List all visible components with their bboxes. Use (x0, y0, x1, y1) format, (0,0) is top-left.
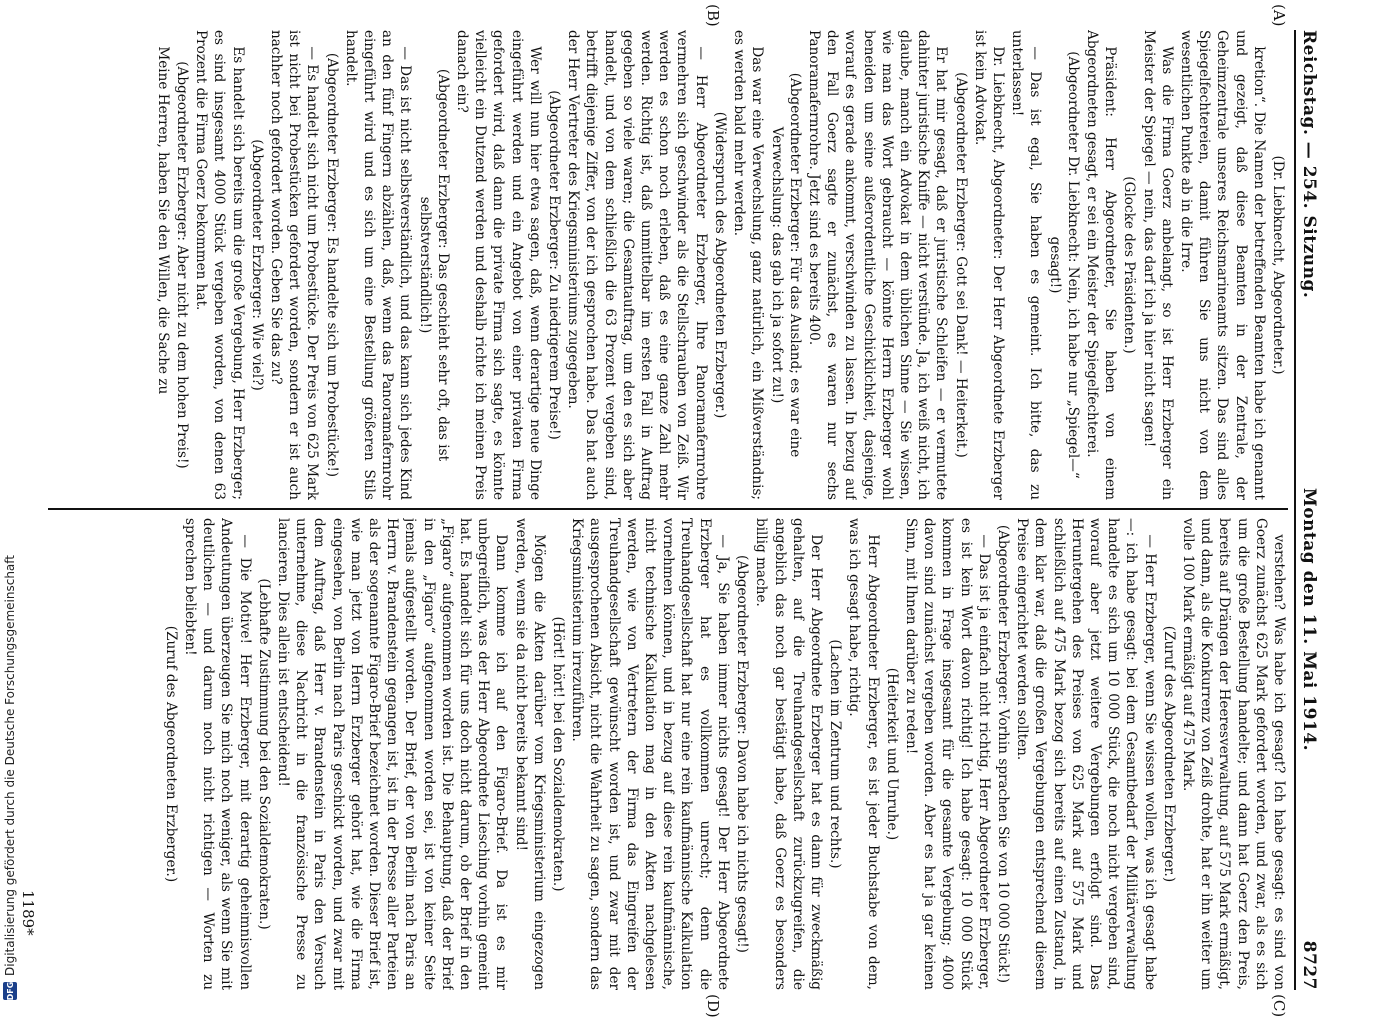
dfg-logo: DFG (3, 982, 17, 1000)
paragraph: kretion“. Die Namen der betreffenden Beamten habe ich genannt und gezeigt, daß diese Beamten in der Zentrale, der Geheimzentrale unseres Reichsmarineamts sitzen. Das sind alles Spiegelfechtereien, damit führen Sie uns nicht von dem wesentlichen Punkte ab in die Irre. (1177, 30, 1267, 500)
stage-direction: (Abgeordneter Erzberger: Davon habe ich nichts gesagt!) (734, 555, 751, 953)
paragraph: Wer will nun hier etwa sagen, daß, wenn derartige neue Dinge eingeführt werden und ein Angebot von einer privaten Firma gefordert wird, daß dann die private Firma sich sagte, es könnte vielleicht ein Dutzend werden und deshalb richte ich meinen Preis danach ein? (454, 30, 543, 500)
paragraph: — Herr Abgeordneter Erzberger, Ihre Panoramafernrohre vermehren sich geschwinder als die Stellschrauben von Zeiß. Wir werden es schon noch erleben, daß es eine ganze Zahl mehr werden. Richtig ist, daß unmittelbar im ersten Fall in Auftrag gegeben so viele waren; die Gesamtauftrag, um den es sich aber handelt, und von dem schließlich die 63 Prozent vergeben sind, betrifft diejenige Ziffer, von der ich gesprochen habe. Das hat auch der Herr Vertreter des Kriegsministeriums zugegeben. (565, 30, 709, 500)
paragraph: — Das ist nicht selbstverständlich, und das kann sich jedes Kind an den fünf Fingern abzählen, daß, wenn das Panoramafernrohr eingeführt wird und es sich um eine Bestellung größeren Stils handelt. (342, 30, 414, 500)
stage-direction: (Abgeordneter Erzberger: Zu niedrigerem Preise!) (546, 90, 563, 440)
paragraph: Meine Herren, haben Sie den Willen, die Sache zu (154, 46, 171, 395)
paragraph: — Die Motive! Herr Erzberger, mit derartig geheimnisvollen Andeutungen überzeugen Sie mich noch weniger, als wenn Sie mit deutlichen — und darum noch nicht richtigen — Worten zu sprechen beliebten! (182, 518, 253, 990)
stage-direction: (Abgeordneter Erzberger: Gott sei Dank! — Heiterkeit.) (952, 72, 969, 458)
stage-direction: (Glocke des Präsidenten.) (1121, 176, 1138, 354)
paragraph: Der Herr Abgeordnete Erzberger hat es dann für zweckmäßig gehalten, auf die Treuhandgesellschaft zurückzugreifen, die angeblich das noch gar bestätigt habe, daß Goerz es besonders billig mache. (753, 518, 824, 990)
header-date: Montag den 11. Mai 1914. (1299, 487, 1319, 752)
paragraph: — Es handelt sich nicht um Probestücke. Der Preis von 625 Mark ist nicht bei Probestücken gefordert worden, sondern er ist auch nachher noch gefordert worden. Geben Sie das zu? (268, 30, 321, 500)
paragraph: Was die Firma Goerz anbelangt, so ist Herr Erzberger ein Meister der Spiegel — nein, das darf ich ja hier nicht sagen! (1140, 30, 1175, 500)
stage-direction: (Zuruf des Abgeordneten Erzberger.) (1160, 625, 1177, 883)
paragraph: Präsident: Herr Abgeordneter, Sie haben von einem Abgeordneten gesagt, er sei ein Meister der Spiegelfechterei. (1083, 30, 1119, 500)
paragraph: — Das ist egal, Sie haben es gemeint. Ich bitte, das zu unterlassen! (1009, 30, 1044, 500)
paragraph: — Ja, Sie haben immer nichts gesagt! Der Herr Abgeordnete Erzberger hat es vollkommen unrecht; denn die Treuhandgesellschaft hat nur eine rein kaufmännische Kalkulation vornehmen können, und in bezug auf diese rein kaufmännische, nicht technische Kalkulation mag in den Akten nachgelesen werden, wie von Vertretern der Firma das Eingreifen der Treuhandgesellschaft gewünscht worden ist, und zwar mit der ausgesprochenen Absicht, nicht die Wahrheit zu sagen, sondern das Kriegsministerium irrezuführen. (569, 518, 731, 990)
page-header (1294, 30, 1322, 990)
stage-direction: (Zuruf des Abgeordneten Erzberger.) (162, 625, 179, 883)
paragraph: Mögen die Akten darüber vom Kriegsministerium eingezogen werden, wenn sie da nicht bereits bekannt sind! (512, 518, 547, 990)
margin-mark-a: (A) (1270, 4, 1288, 27)
paragraph: Dr. Liebknecht, Abgeordneter: Der Herr Abgeordnete Erzberger ist kein Advokat. (971, 30, 1006, 500)
header-left: Reichstag. — 254. Sitzung. (1299, 30, 1319, 299)
stage-direction: (Dr. Liebknecht, Abgeordneter.) (1270, 155, 1286, 375)
stage-direction: (Hört! hört! bei den Sozialdemokraten.) (550, 616, 567, 892)
bottom-page-number: 1189* (19, 890, 37, 936)
stage-direction: (Lebhafte Zustimmung bei den Sozialdemokraten.) (255, 578, 272, 930)
margin-mark-b: (B) (704, 4, 722, 27)
stage-direction: (Widerspruch des Abgeordneten Erzberger.) (711, 111, 728, 419)
left-column (38, 30, 1288, 500)
paragraph: Dann komme ich auf den Figaro-Brief. Da ist es mir unbegreiflich, was der Herr Abgeordnete Liesching vorhin gemeint hat. Es handelt sich für uns doch nicht darum, ob der Brief in den „Figaro“ aufgenommen worden ist. Die Behauptung, daß der Brief in den „Figaro“ aufgenommen worden sei, ist von keiner Seite jemals aufgestellt worden. Der Brief, der von Berlin nach Paris an Herrn v. Brandenstein gegangen ist, ist in der Presse aller Parteien als der sogenannte Figaro-Brief bezeichnet worden. Dieser Brief ist, wie man jetzt von Herrn Erzberger gehört hat, wie die Firma eingesehen, von Berlin nach Paris geschickt worden, und zwar mit dem Auftrag, daß Herr v. Brandenstein in Paris den Versuch unternehme, diese Nachricht in die französische Presse zu lancieren. Dies allein ist entscheidend! (275, 518, 510, 990)
column-divider (48, 508, 1288, 510)
paragraph: Das war eine Verwechslung, ganz natürlich, ein Mißverständnis; es werden bald mehr werden. (731, 30, 766, 500)
stage-direction: (Abgeordneter Erzberger: Wie viel?) (248, 139, 265, 391)
digitization-text: Digitalisierung gefördert durch die Deutsche Forschungsgemeinschaft (3, 554, 17, 976)
stage-direction: (Abgeordneter Erzberger: Aber nicht zu dem hohen Preis!) (174, 61, 191, 469)
paragraph: — Herr Erzberger, wenn Sie wissen wollen, was ich gesagt habe —: ich habe gesagt: bei dem Gesamtbedarf der Militärverwaltung handelte es sich um 10 000 Stück, die noch nicht vergeben sind, worauf aber jetzt weitere Vergebungen erfolgt sind. Das Heruntergehen des Preises von 625 Mark auf 575 Mark und schließlich auf 475 Mark bezog sich bereits auf einen Zustand, in dem klar war, daß die großen Vergebungen entsprechend diesem Preise eingerichtet werden sollten. (1014, 518, 1158, 990)
paragraph: — Das ist ja einfach nicht richtig, Herr Abgeordneter Erzberger, es ist kein Wort davon richtig! Ich habe gesagt: 10 000 Stück kommen in Frage insgesamt für die gesamte Vergebung; 4000 davon sind zunächst vergeben worden. Aber es hat ja gar keinen Sinn, mit Ihnen darüber zu reden! (902, 518, 992, 990)
paragraph: verstehen? Was habe ich gesagt? Ich habe gesagt: es sind von Goerz zunächst 625 Mark gefordert worden, und zwar, als es sich um die große Bestellung handelte; und dann hat Goerz den Preis, bereits auf Drängen der Heeresverwaltung, auf 575 Mark ermäßigt, und dann, als die Konkurrenz von Zeiß drohte, hat er ihn weiter um volle 100 Mark ermäßigt auf 475 Mark. (1179, 518, 1287, 990)
right-column (38, 518, 1288, 990)
stage-direction: (Abgeordneter Erzberger: Vorhin sprachen Sie von 10 000 Stück!) (994, 524, 1011, 984)
paragraph: Es handelt sich bereits um die große Vergebung, Herr Erzberger; es sind insgesamt 4000 Stück vergeben worden, von denen 63 Prozent die Firma Goerz bekommen hat. (193, 30, 246, 500)
stage-direction: (Abgeordneter Dr. Liebknecht: Nein, ich habe nur „Spiegel—“ gesagt!) (1046, 51, 1081, 479)
paragraph: Herr Abgeordneter Erzberger, es ist jeder Buchstabe von dem, was ich gesagt habe, richtig. (846, 518, 881, 990)
margin-mark-c: (C) (1270, 994, 1288, 1018)
margin-mark-d: (D) (704, 994, 722, 1018)
header-page-number: 8727 (1299, 940, 1319, 990)
paragraph: Er hat mir gesagt, daß er juristische Schleifen — er vermutete dahinter juristische Kniffe — nicht verstünde. Ja, ich weiß nicht, ich glaube, manch ein Advokat in dem üblichen Sinne — Sie wissen, wie man das Wort gebraucht — könnte Herrn Erzberger wohl beneiden um seine außerordentliche Geschicklichkeit, dasjenige, worauf es gerade ankommt, verschwinden zu lassen. In bezug auf den Fall Goerz sagte er zunächst, es waren nur sechs Panoramafernrohre. Jetzt sind es bereits 400. (805, 30, 950, 500)
stage-direction: (Abgeordneter Erzberger: Es handelte sich um Probestücke!) (323, 52, 340, 478)
stage-direction: (Abgeordneter Erzberger: Das geschieht sehr oft, das ist selbstverständlich!) (416, 68, 451, 462)
stage-direction: (Abgeordneter Erzberger: Für das Ausland; es war eine Verwechslung: das gab ich ja sofort zu!) (768, 72, 803, 458)
digitization-note (2, 0, 18, 1000)
stage-direction: (Heiterkeit und Unruhe.) (883, 667, 900, 841)
stage-direction: (Lachen im Zentrum und rechts.) (827, 639, 844, 869)
